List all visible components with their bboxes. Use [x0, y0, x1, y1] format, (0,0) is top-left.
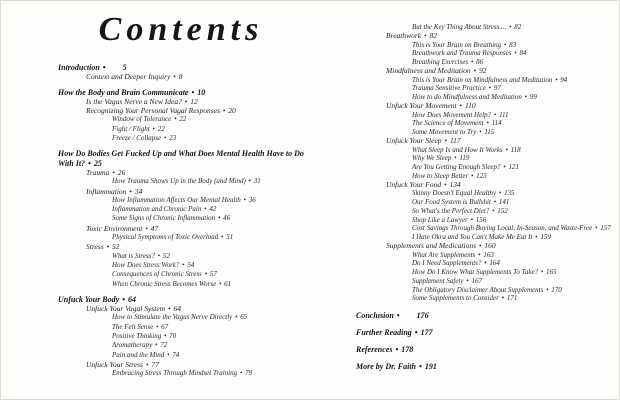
toc-entry	[46, 252, 318, 261]
toc-entry-label: Consequences of Chronic Stress	[112, 270, 202, 279]
toc-entry-page-number: 97	[493, 84, 501, 93]
toc-entry	[46, 242, 318, 251]
toc-entry-label: Why We Sleep	[412, 154, 452, 163]
bullet-separator: •	[539, 268, 546, 276]
toc-entry	[346, 312, 614, 321]
toc-entry	[46, 304, 318, 313]
toc-entry	[46, 63, 318, 72]
toc-entry	[46, 125, 318, 134]
toc-entry-label: Conclusion	[356, 310, 394, 320]
toc-entry-label: Fight / Flight	[112, 124, 150, 133]
toc-entry	[46, 295, 318, 304]
toc-entry-page-number: 10	[197, 87, 206, 97]
toc-entry	[346, 163, 614, 172]
toc-entry-label: Breathwork and Trauma Responses	[412, 49, 512, 58]
bullet-separator: •	[464, 276, 471, 285]
bullet-separator: •	[593, 224, 600, 233]
toc-entry-label: So What's the Perfect Diet?	[412, 206, 490, 215]
toc-entry-page-number: 79	[245, 369, 253, 378]
toc-entry-label: Unfuck Your Body	[58, 294, 120, 304]
bullet-separator: •	[241, 195, 248, 204]
toc-entry-label: How Inflammation Affects Our Mental Health	[112, 195, 241, 204]
toc-entry	[46, 341, 318, 350]
toc-entry-page-number: 177	[420, 327, 433, 337]
toc-entry-label: How Do I Know What Supplements To Take?	[412, 268, 539, 276]
toc-entry-page-number: 22	[157, 124, 165, 133]
bullet-separator: •	[155, 251, 162, 260]
toc-entry-page-number: 165	[546, 268, 557, 276]
bullet-separator: •	[476, 250, 483, 259]
toc-entry-label: How Trauma Shows Up in the Body (and Mind)	[112, 177, 246, 186]
bullet-separator: •	[522, 93, 529, 101]
toc-entry-label: Trauma Sensitive Practice	[412, 84, 486, 93]
bullet-separator: •	[143, 359, 151, 369]
toc-entry-label: Toxic Environment	[86, 223, 143, 233]
toc-entry-page-number: 123	[476, 171, 487, 180]
toc-entry	[346, 329, 614, 338]
toc-entry-page-number: 54	[187, 260, 195, 269]
toc-entry	[346, 76, 614, 85]
toc-entry-label: Unfuck Your Sleep	[386, 135, 442, 145]
toc-entry-label: Breathwork	[386, 30, 422, 40]
toc-entry-page-number: 65	[240, 313, 248, 322]
bullet-separator: •	[172, 115, 179, 124]
toc-entry	[46, 168, 318, 177]
toc-entry	[46, 72, 318, 81]
toc-entry	[46, 106, 318, 115]
toc-entry	[346, 32, 614, 41]
bullet-separator: •	[469, 171, 476, 180]
toc-entry-label: Unfuck Your Stress	[86, 359, 143, 369]
bullet-separator: •	[457, 100, 464, 110]
toc-entry-label: Recognizing Your Personal Vagal Responses	[86, 106, 220, 116]
toc-entry-page-number: 20	[228, 106, 236, 116]
toc-entry-page-number: 22	[179, 115, 187, 124]
toc-entry-page-number: 171	[506, 294, 518, 303]
toc-entry	[46, 323, 318, 332]
bullet-separator: •	[150, 124, 157, 133]
bullet-separator: •	[469, 58, 476, 66]
toc-entry	[46, 351, 318, 360]
toc-entry-page-number: 118	[510, 145, 521, 154]
toc-entry-page-number: 36	[248, 195, 256, 204]
toc-entry-page-number: 82	[429, 30, 438, 40]
toc-entry-page-number: 117	[449, 135, 461, 145]
toc-entry-label: Positive Thinking	[112, 332, 162, 341]
toc-entry-label: Cost Savings Through Buying Local, In-Season, and Waste-Free	[412, 224, 593, 233]
toc-entry	[46, 115, 318, 124]
toc-entry-label: How Does Stress Work?	[112, 260, 180, 269]
bullet-separator: •	[422, 30, 429, 40]
bullet-separator: •	[162, 134, 169, 143]
bullet-separator: •	[512, 49, 519, 58]
toc-entry-label: Unfuck Your Movement	[386, 100, 457, 110]
toc-entry-page-number: 70	[169, 332, 177, 341]
toc-entry-page-number: 163	[483, 250, 494, 259]
toc-entry	[46, 97, 318, 106]
bullet-separator: •	[219, 233, 226, 242]
bullet-separator: •	[165, 350, 172, 359]
toc-entry	[46, 196, 318, 205]
toc-entry-page-number: 64	[128, 294, 137, 304]
toc-entry-label: Shop Like a Lawyer	[412, 215, 468, 224]
toc-entry	[46, 313, 318, 322]
toc-entry	[346, 67, 614, 76]
toc-entry-label: Trauma	[86, 167, 110, 177]
toc-entry	[346, 102, 614, 111]
toc-entry	[46, 177, 318, 186]
bullet-separator: •	[503, 145, 510, 154]
toc-entry-page-number: 114	[491, 119, 502, 128]
toc-entry-label: The Science of Movement	[412, 119, 484, 128]
toc-entry-label: Freeze / Collapse	[112, 134, 162, 143]
toc-entry-page-number: 115	[484, 128, 495, 136]
toc-entry	[346, 181, 614, 190]
toc-entry	[346, 189, 614, 198]
toc-entry-label: Inflammation	[86, 186, 127, 196]
toc-entry	[46, 369, 318, 378]
toc-entry-page-number: 178	[401, 345, 414, 354]
toc-entry-label: Stress	[86, 242, 104, 252]
toc-entry-page-number: 52	[112, 242, 120, 252]
toc-entry	[46, 149, 318, 168]
toc-entry-page-number: 160	[484, 240, 496, 250]
toc-entry-label: How to Stimulate the Vagus Nerve Directly	[112, 313, 233, 322]
bullet-separator: •	[238, 369, 245, 378]
toc-entry-page-number: 77	[151, 359, 159, 369]
bullet-separator: •	[501, 163, 508, 171]
toc-entry-label: Pain and the Mind	[112, 350, 165, 359]
toc-entry-page-number: 31	[253, 177, 261, 186]
bullet-separator: •	[553, 75, 560, 84]
toc-entry	[46, 233, 318, 242]
toc-entry	[46, 134, 318, 143]
toc-entry	[346, 277, 614, 286]
bullet-separator: •	[143, 223, 150, 233]
toc-entry-label: How to Sleep Better	[412, 171, 469, 180]
toc-entry-page-number: 46	[223, 214, 231, 223]
toc-entry-page-number: 119	[459, 154, 470, 163]
bullet-separator: •	[490, 206, 497, 215]
toc-entry-page-number: 164	[489, 259, 500, 268]
bullet-separator: •	[104, 242, 112, 252]
toc-entry-page-number: 42	[209, 205, 217, 214]
bullet-separator: •	[502, 40, 509, 49]
bullet-separator: •	[171, 72, 178, 82]
toc-entry-page-number: 111	[499, 110, 509, 119]
bullet-separator: •	[110, 167, 117, 177]
toc-entry-page-number: 64	[173, 304, 181, 314]
left-toc-column	[46, 63, 318, 379]
toc-entry	[46, 360, 318, 369]
toc-entry-label: Embracing Stress Through Mindset Training	[112, 369, 238, 378]
toc-entry-label: This is Your Brain on Breathing	[412, 40, 502, 49]
toc-entry-label: Is the Vagus Nerve a New Idea?	[86, 96, 182, 106]
bullet-separator: •	[507, 23, 514, 31]
toc-entry-page-number: 8	[178, 72, 183, 82]
toc-entry-page-number: 141	[498, 198, 510, 206]
bullet-separator: •	[189, 87, 197, 97]
bullet-separator: •	[120, 294, 128, 304]
bullet-separator: •	[471, 65, 478, 75]
toc-entry	[346, 146, 614, 155]
toc-entry-page-number: 94	[560, 75, 568, 84]
toc-entry-label: Do I Need Supplements?	[412, 259, 482, 268]
toc-entry-label: Breathing Exercises	[412, 58, 469, 66]
toc-entry-page-number: 167	[471, 276, 482, 285]
toc-entry-label: Skinny Doesn't Equal Healthy	[412, 189, 497, 198]
toc-entry-label: Are You Getting Enough Sleep?	[412, 163, 501, 171]
toc-entry	[346, 84, 614, 93]
toc-entry-label: Introduction	[58, 63, 100, 72]
bullet-separator: •	[544, 285, 551, 294]
toc-entry	[346, 154, 614, 163]
toc-entry-label: Physical Symptoms of Toxic Overload	[112, 233, 219, 242]
toc-entry	[346, 259, 614, 268]
bullet-separator: •	[86, 158, 93, 168]
toc-entry	[346, 242, 614, 251]
bullet-separator: •	[153, 341, 160, 350]
toc-entry-page-number: 82	[514, 23, 522, 31]
toc-entry	[346, 198, 614, 207]
bullet-separator: •	[100, 63, 108, 72]
bullet-separator: •	[492, 110, 499, 119]
toc-entry-label: How the Body and Brain Communicate	[58, 87, 189, 97]
toc-entry-label: When Chronic Stress Becomes Worse	[112, 279, 217, 288]
toc-entry-page-number: 134	[449, 179, 461, 189]
toc-entry-label: This is Your Brain on Mindfulness and Meditation	[412, 75, 553, 84]
toc-entry-label: Context and Deeper Inquiry	[86, 72, 171, 82]
bullet-separator: •	[202, 270, 209, 279]
toc-entry-label: I Hate Okra and You Can't Make Me Eat It	[412, 233, 533, 241]
toc-entry-page-number: 110	[464, 100, 476, 110]
toc-entry-page-number: 83	[509, 40, 517, 49]
toc-entry-page-number: 176	[416, 310, 429, 320]
toc-entry-label: How Do Bodies Get Fucked Up and What Does Mental Health Have to Do With It?	[58, 149, 304, 168]
toc-entry-page-number: 191	[424, 362, 437, 372]
toc-entry-label: Some Movement to Try	[412, 128, 477, 136]
toc-entry	[346, 294, 614, 303]
toc-entry-page-number: 92	[478, 65, 487, 75]
toc-entry	[346, 49, 614, 58]
toc-entry-label: Unfuck Your Food	[386, 179, 442, 189]
toc-entry-label: Our Food System is Bullshit	[412, 198, 491, 206]
toc-entry	[346, 216, 614, 225]
bullet-separator: •	[486, 84, 493, 93]
toc-entry-label: Aromatherapy	[112, 341, 153, 350]
bullet-separator: •	[393, 345, 401, 354]
toc-entry-page-number: 157	[600, 224, 611, 233]
bullet-separator: •	[468, 215, 475, 224]
toc-entry-label: What Are Supplements	[412, 250, 476, 259]
bullet-separator: •	[533, 233, 540, 241]
toc-entry-page-number: 25	[93, 158, 102, 168]
toc-entry	[346, 41, 614, 50]
bullet-separator: •	[394, 310, 402, 320]
toc-entry	[346, 111, 614, 120]
toc-entry	[346, 119, 614, 128]
bullet-separator: •	[180, 260, 187, 269]
toc-entry-label: More by Dr. Faith	[356, 362, 417, 372]
contents-title: Contents	[98, 11, 264, 48]
bullet-separator: •	[482, 259, 489, 268]
bullet-separator: •	[166, 304, 173, 314]
bullet-separator: •	[491, 198, 498, 206]
toc-entry-page-number: 74	[172, 350, 180, 359]
bullet-separator: •	[442, 135, 449, 145]
toc-entry-page-number: 12	[190, 96, 198, 106]
toc-entry-label: Supplements and Medications	[386, 240, 476, 250]
toc-entry	[46, 205, 318, 214]
toc-entry-page-number: 135	[504, 189, 515, 198]
toc-entry-page-number: 159	[540, 233, 551, 241]
toc-entry	[346, 286, 614, 295]
toc-entry	[346, 363, 614, 372]
toc-entry	[346, 137, 614, 146]
toc-entry-label: Supplement Safety	[412, 276, 464, 285]
toc-entry-page-number: 34	[134, 186, 143, 196]
bullet-separator: •	[477, 240, 484, 250]
toc-entry-page-number: 86	[476, 58, 484, 66]
toc-entry-page-number: 99	[529, 93, 537, 101]
right-toc-column	[346, 23, 614, 372]
toc-entry-page-number: 67	[161, 322, 169, 331]
bullet-separator: •	[202, 205, 209, 214]
bullet-separator: •	[154, 322, 161, 331]
toc-entry-page-number: 72	[160, 341, 168, 350]
toc-entry	[346, 251, 614, 260]
bullet-separator: •	[477, 128, 484, 136]
toc-entry-page-number: 84	[519, 49, 527, 58]
bullet-separator: •	[220, 106, 228, 116]
toc-entry-label: But the Key Thing About Stress....	[412, 23, 507, 31]
toc-entry	[346, 207, 614, 216]
toc-entry	[46, 88, 318, 97]
bullet-separator: •	[484, 119, 491, 128]
toc-entry-page-number: 26	[117, 167, 126, 177]
toc-entry	[46, 261, 318, 270]
toc-entry-label: References	[356, 345, 393, 354]
toc-entry-label: What is Stress?	[112, 251, 155, 260]
bullet-separator: •	[217, 279, 224, 288]
bullet-separator: •	[497, 189, 504, 198]
toc-entry-label: Some Supplements to Consider	[412, 294, 499, 303]
bullet-separator: •	[417, 362, 424, 372]
bullet-separator: •	[162, 332, 169, 341]
toc-entry	[346, 268, 614, 277]
toc-entry-page-number: 23	[169, 134, 177, 143]
toc-entry-page-number: 51	[226, 233, 234, 242]
bullet-separator: •	[233, 313, 240, 322]
bullet-separator: •	[412, 327, 420, 337]
toc-entry-label: Mindfulness and Meditation	[386, 65, 471, 75]
toc-entry-label: The Felt Sense	[112, 322, 154, 331]
toc-entry	[46, 280, 318, 289]
toc-entry-label: What Sleep Is and How It Works	[412, 145, 503, 154]
toc-entry-label: Some Signs of Chronic Inflammation	[112, 214, 216, 223]
toc-entry	[46, 332, 318, 341]
toc-entry-label: Unfuck Your Vagal System	[86, 304, 166, 314]
toc-entry-label: Inflammation and Chronic Pain	[112, 205, 202, 214]
toc-entry	[46, 224, 318, 233]
bullet-separator: •	[452, 154, 459, 163]
toc-entry-page-number: 121	[508, 163, 519, 171]
toc-entry-page-number: 57	[209, 270, 217, 279]
bullet-separator: •	[246, 177, 253, 186]
toc-entry-label: The Obligatory Disclaimer About Supplements	[412, 285, 544, 294]
toc-entry-label: Further Reading	[356, 327, 412, 337]
toc-entry	[346, 346, 614, 355]
toc-entry	[346, 224, 614, 233]
toc-entry-label: Window of Tolerance	[112, 115, 172, 124]
bullet-separator: •	[182, 96, 190, 106]
toc-entry-label: How to do Mindfulness and Meditation	[412, 93, 522, 101]
toc-entry	[46, 214, 318, 223]
bullet-separator: •	[216, 214, 223, 223]
bullet-separator: •	[499, 294, 506, 303]
toc-entry-page-number: 52	[162, 251, 170, 260]
toc-entry-page-number: 152	[497, 206, 508, 215]
toc-entry-page-number: 47	[150, 223, 159, 233]
toc-entry-page-number: 5	[122, 63, 127, 72]
toc-entry-page-number: 156	[475, 215, 487, 224]
toc-entry-label: How Does Movement Help?	[412, 110, 492, 119]
bullet-separator: •	[442, 179, 449, 189]
toc-entry-page-number: 61	[224, 279, 232, 288]
toc-entry-page-number: 170	[551, 285, 562, 294]
bullet-separator: •	[127, 186, 134, 196]
toc-entry	[46, 270, 318, 279]
toc-entry	[46, 187, 318, 196]
